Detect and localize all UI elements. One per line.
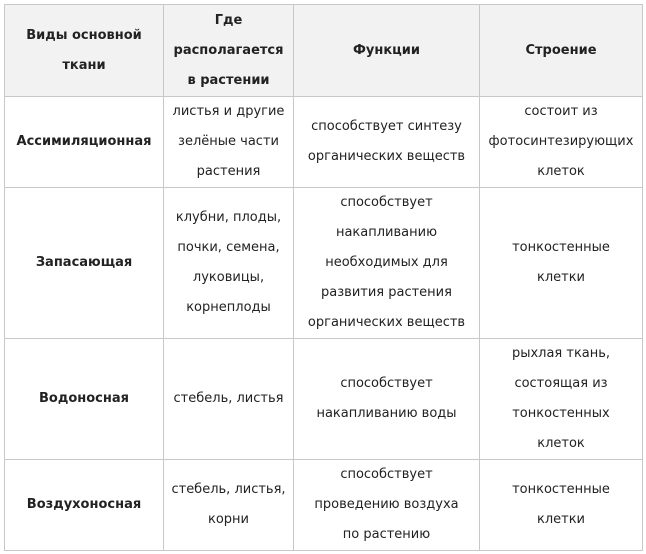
cell-line: корнеплоды xyxy=(186,300,271,315)
header-line: в растении xyxy=(187,72,270,88)
functions-cell xyxy=(294,188,480,339)
cell-line: способствует синтезу xyxy=(311,119,462,134)
header-line: Где xyxy=(214,12,243,28)
cell-line: растения xyxy=(196,164,261,179)
header-structure xyxy=(480,5,643,97)
header-line: ткани xyxy=(62,57,106,73)
location-cell xyxy=(164,339,294,460)
functions-cell xyxy=(294,339,480,460)
cell-line: клеток xyxy=(537,436,585,451)
cell-line: почки, семена, xyxy=(177,240,280,255)
tissue-name-cell xyxy=(5,460,164,551)
header-location xyxy=(164,5,294,97)
header-row xyxy=(5,5,643,97)
table-row xyxy=(5,460,643,551)
cell-line: способствует xyxy=(340,467,433,482)
structure-cell xyxy=(480,339,643,460)
cell-line: накапливанию xyxy=(335,225,438,240)
tissue-table xyxy=(4,4,643,551)
header-line: Виды основной xyxy=(26,27,142,43)
cell-line: состоящая из xyxy=(514,376,608,391)
header-line: Функции xyxy=(352,42,421,58)
cell-line: тонкостенные xyxy=(512,240,610,255)
tissue-name: Запасающая xyxy=(35,255,133,270)
functions-cell xyxy=(294,97,480,188)
tissue-name-cell xyxy=(5,188,164,339)
table-body xyxy=(5,97,643,551)
table-row xyxy=(5,97,643,188)
cell-line: накапливанию воды xyxy=(316,406,457,421)
cell-line: развития растения xyxy=(321,285,452,300)
cell-line: органических веществ xyxy=(307,315,466,330)
tissue-name-cell xyxy=(5,339,164,460)
cell-line: фотосинтезирующих xyxy=(488,134,634,149)
location-cell xyxy=(164,460,294,551)
cell-line: органических веществ xyxy=(307,149,466,164)
cell-line: состоит из xyxy=(524,104,598,119)
cell-line: способствует xyxy=(340,376,433,391)
header-tissue-type xyxy=(5,5,164,97)
cell-line: проведению воздуха xyxy=(314,497,459,512)
cell-line: листья и другие xyxy=(172,104,285,119)
table-header xyxy=(5,5,643,97)
header-line: располагается xyxy=(173,42,284,58)
location-cell xyxy=(164,188,294,339)
cell-line: корни xyxy=(207,512,249,527)
tissue-name: Ассимиляционная xyxy=(16,134,152,149)
table-row xyxy=(5,339,643,460)
cell-line: стебель, листья, xyxy=(171,482,286,497)
location-cell xyxy=(164,97,294,188)
cell-line: тонкостенные xyxy=(512,482,610,497)
cell-line: зелёные части xyxy=(178,134,279,149)
structure-cell xyxy=(480,97,643,188)
table-row xyxy=(5,188,643,339)
cell-line: луковицы, xyxy=(192,270,265,285)
cell-line: необходимых для xyxy=(325,255,448,270)
cell-line: клубни, плоды, xyxy=(175,210,282,225)
cell-line: клеток xyxy=(537,164,585,179)
header-functions xyxy=(294,5,480,97)
cell-line: тонкостенных xyxy=(512,406,610,421)
tissue-name: Водоносная xyxy=(39,391,129,406)
cell-line: клетки xyxy=(536,512,586,527)
cell-line: клетки xyxy=(536,270,586,285)
cell-line: по растению xyxy=(342,527,431,542)
functions-cell xyxy=(294,460,480,551)
cell-line: рыхлая ткань, xyxy=(511,346,611,361)
structure-cell xyxy=(480,460,643,551)
cell-line: способствует xyxy=(340,195,433,210)
header-line: Строение xyxy=(525,42,597,58)
structure-cell xyxy=(480,188,643,339)
cell-line: стебель, листья xyxy=(173,391,284,406)
tissue-name-cell xyxy=(5,97,164,188)
tissue-name: Воздухоносная xyxy=(26,497,142,512)
